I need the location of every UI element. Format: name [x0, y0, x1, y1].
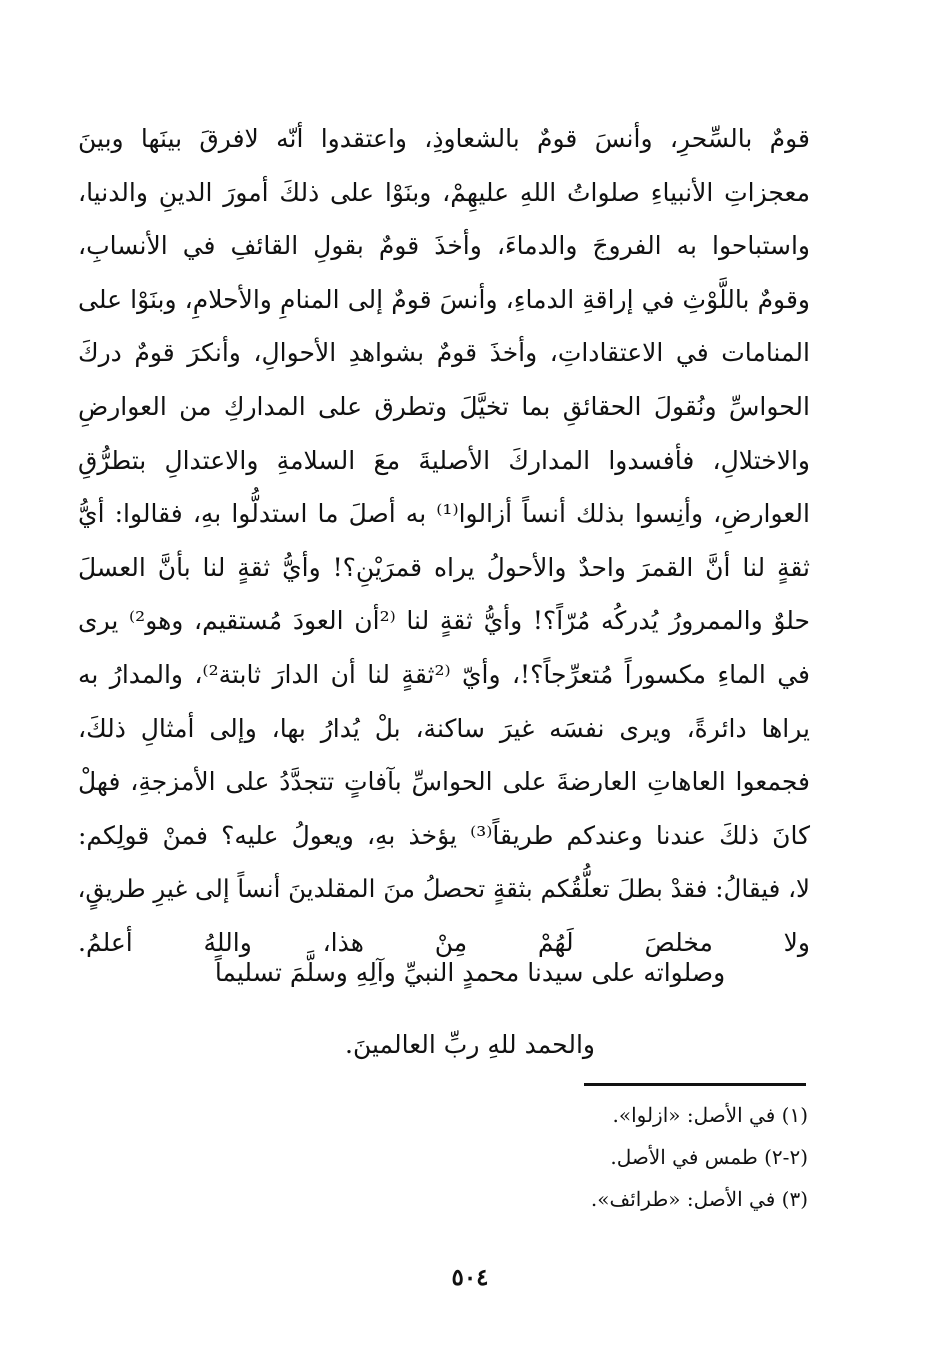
text-line: وقومٌ باللَّوْثِ في إراقةِ الدماءِ، وأنسَ قومٌ إلى المنامِ والأحلامِ، وبنَوْا على	[78, 284, 810, 314]
text-line: والاختلالِ، فأفسدوا المداركَ الأصليةَ معَ السلامةِ والاعتدالِ بتطرُّقِ	[78, 445, 810, 475]
main-text-block	[78, 112, 810, 970]
text-line: الحواسِّ ونُقولَ الحقائقِ بما تخيَّلَ وتطرق على المداركِ من العوارضِ	[78, 391, 810, 421]
page-number: ٥٠٤	[451, 1264, 489, 1291]
text-line: معجزاتِ الأنبياءِ صلواتُ اللهِ عليهِمْ، وبنَوْا على ذلكَ أمورَ الدينِ والدنيا،	[78, 177, 810, 207]
closing-blessing: وصلواته على سيدنا محمدٍ النبيِّ وآلِهِ وسلَّمَ تسليماً	[214, 958, 726, 987]
text-line: في الماءِ مكسوراً مُتعرِّجاً؟!، وأيّ ⁽²ثقةٍ لنا أن الدارَ ثابتة²⁾، والمدارُ به	[78, 659, 810, 689]
text-line: العوارضِ، وأنِسوا بذلك أنساً أزالوا⁽¹⁾ به أصلَ ما استدلُّوا بهِ، فقالوا: أيُّ	[78, 499, 810, 529]
text-line: حلوٌ والممرورُ يُدركُه مُرّاً؟! وأيُّ ثقةٍ لنا ⁽²أن العودَ مُستقيم، وهو²⁾ يرى	[78, 606, 810, 636]
text-line: يراها دائرةً، ويرى نفسَه غيرَ ساكنة، بلْ يُدارُ بها، وإلى أمثالِ ذلكَ،	[78, 713, 810, 743]
footnote-divider	[584, 1083, 806, 1086]
closing-praise: والحمد للهِ ربِّ العالمينَ.	[345, 1030, 595, 1059]
footnote-1: (١) في الأصل: «ازلوا».	[612, 1103, 808, 1127]
text-line: قومٌ بالسِّحرِ، وأنسَ قومٌ بالشعاوذِ، واعتقدوا أنّه لافرقَ بينَها وبينَ	[78, 124, 810, 153]
footnote-3: (٣) في الأصل: «طرائف».	[590, 1187, 808, 1211]
text-line: واستباحوا به الفروجَ والدماءَ، وأخذَ قومٌ بقولِ القائفِ في الأنسابِ،	[78, 231, 810, 261]
text-line: لا، فيقالُ: فقدْ بطلَ تعلُّقُكم بثقةٍ تحصلُ منَ المقلدينَ أنساً إلى غيرِ طريقٍ،	[77, 874, 810, 904]
text-line: ولا مخلصَ لَهُمْ مِنْ هذا، واللهُ أعلمُ.	[78, 927, 810, 957]
text-line: ثقةٍ لنا أنَّ القمرَ واحدٌ والأحولُ يراه قمرَيْنِ؟! وأيُّ ثقةٍ لنا بأنَّ العسلَ	[78, 552, 810, 582]
text-line: المنامات في الاعتقاداتِ، وأخذَ قومٌ بشواهدِ الأحوالِ، وأنكرَ قومٌ دركَ	[78, 338, 810, 368]
footnotes	[591, 1094, 808, 1220]
text-line: فجمعوا العاهاتِ العارضةَ على الحواسِّ بآفاتٍ تتجدَّدُ على الأمزجةِ، فهلْ	[78, 767, 810, 797]
text-line: كانَ ذلكَ عندنا وعندكم طريقاً⁽³⁾ يؤخذ بهِ، ويعولُ عليه؟ فمنْ قولِكم:	[78, 820, 810, 850]
footnote-2: (٢-٢) طمس في الأصل.	[610, 1145, 808, 1169]
